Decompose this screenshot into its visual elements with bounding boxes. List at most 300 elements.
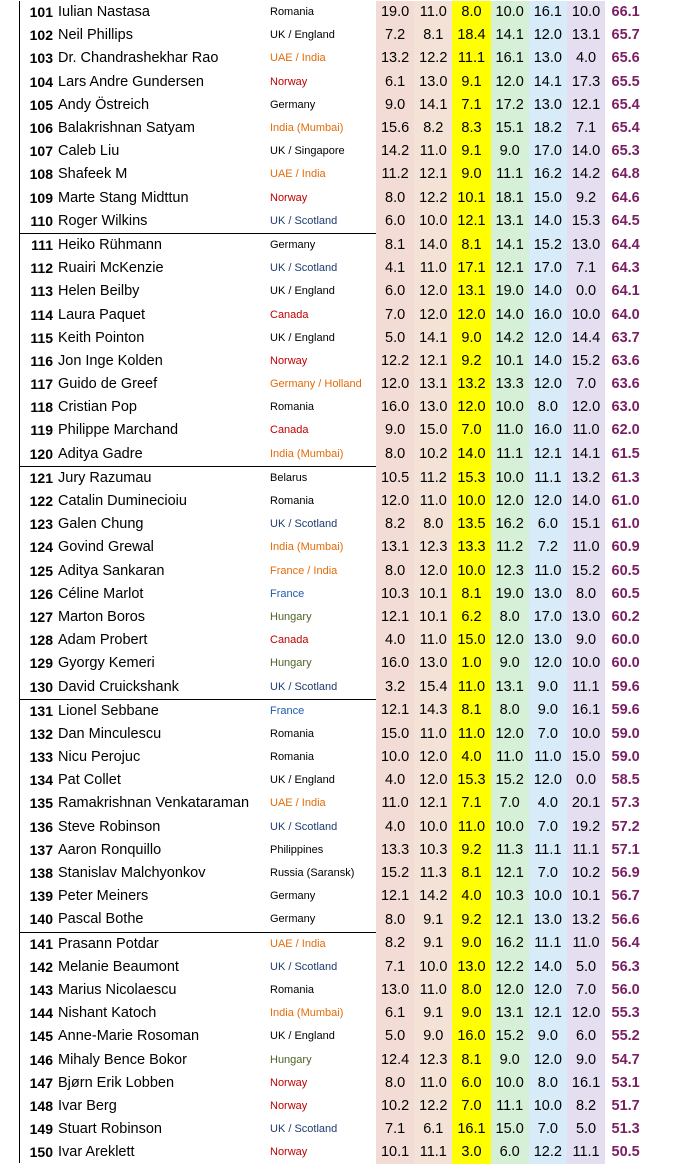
score-cell: 10.0	[414, 210, 452, 234]
country-cell: UK / Scotland	[268, 210, 376, 234]
name-cell: Aaron Ronquillo	[58, 841, 162, 858]
score-cell: 19.2	[567, 816, 605, 839]
score-cell: 11.0	[491, 746, 529, 769]
table-row	[19, 862, 646, 885]
total-cell: 60.0	[611, 655, 640, 672]
score-cell: 14.0	[414, 233, 452, 257]
score-cell: 11.0	[452, 816, 490, 839]
score-cell: 12.2	[414, 47, 452, 70]
table-row	[19, 1, 646, 24]
score-cell: 11.3	[414, 862, 452, 885]
table-row	[19, 419, 646, 442]
score-cell: 9.2	[452, 839, 490, 862]
score-cell: 15.0	[376, 723, 414, 746]
score-cell: 4.0	[376, 769, 414, 792]
score-cell: 16.0	[529, 303, 567, 326]
score-cell: 13.1	[491, 1002, 529, 1025]
table-row	[19, 233, 646, 257]
score-cell: 14.1	[414, 94, 452, 117]
country-cell: Germany	[268, 908, 376, 932]
total-cell: 64.3	[611, 260, 640, 277]
total-cell: 65.6	[611, 50, 640, 67]
score-cell: 14.0	[452, 443, 490, 467]
table-row	[19, 885, 646, 908]
score-cell: 13.0	[376, 979, 414, 1002]
name-cell: Pat Collet	[58, 772, 121, 789]
country-cell: Canada	[270, 424, 309, 437]
name-cell: Ruairi McKenzie	[58, 260, 164, 277]
score-cell: 15.0	[452, 629, 490, 652]
total-cell: 51.7	[611, 1097, 640, 1114]
rank-cell: 106	[29, 120, 53, 137]
score-cell: 8.0	[376, 560, 414, 583]
score-cell: 10.0	[491, 466, 529, 490]
rank-cell: 137	[29, 841, 53, 858]
country-cell: Hungary	[270, 657, 312, 670]
table-row	[19, 257, 646, 280]
table-row	[19, 816, 646, 839]
total-cell: 51.3	[611, 1121, 640, 1138]
name-cell: Céline Marlot	[58, 585, 144, 602]
name-cell: Mihaly Bence Bokor	[58, 1051, 187, 1068]
table-row	[19, 373, 646, 396]
rank-cell: 120	[19, 443, 56, 467]
score-cell: 12.0	[491, 723, 529, 746]
score-cell: 14.2	[376, 140, 414, 163]
score-cell: 13.5	[452, 513, 490, 536]
score-cell: 12.0	[491, 979, 529, 1002]
score-cell: 9.1	[414, 1002, 452, 1025]
score-cell: 4.0	[529, 792, 567, 815]
country-cell: UK / Singapore	[270, 145, 345, 158]
score-cell: 15.3	[452, 466, 490, 490]
country-cell: Russia (Saransk)	[270, 867, 355, 880]
score-cell: 10.0	[529, 1095, 567, 1118]
score-cell: 10.1	[452, 187, 490, 210]
name-cell: Ivar Berg	[58, 1097, 117, 1114]
country-cell: UK / England	[270, 774, 335, 787]
rank-cell: 141	[29, 935, 53, 952]
table-row	[19, 1118, 646, 1141]
table-row	[19, 675, 646, 699]
score-cell: 7.0	[491, 792, 529, 815]
score-cell: 8.2	[376, 513, 414, 536]
score-cell: 10.0	[491, 816, 529, 839]
score-cell: 9.0	[491, 652, 529, 675]
score-cell: 14.2	[491, 327, 529, 350]
score-cell: 15.0	[414, 419, 452, 442]
score-cell: 12.3	[414, 536, 452, 559]
ranking-table-body	[19, 1, 646, 1164]
table-row	[19, 163, 646, 186]
name-cell: Philippe Marchand	[58, 422, 179, 439]
name-cell: Catalin Duminecioiu	[58, 493, 187, 510]
score-cell: 11.0	[414, 257, 452, 280]
country-cell: Romania	[270, 983, 315, 996]
score-cell: 11.1	[491, 163, 529, 186]
table-row	[19, 908, 646, 932]
rank-cell: 130	[19, 675, 56, 699]
score-cell: 8.0	[376, 908, 414, 932]
score-cell: 14.0	[529, 956, 567, 979]
score-cell: 13.0	[529, 629, 567, 652]
rank-cell: 129	[29, 655, 53, 672]
score-cell: 1.0	[452, 652, 490, 675]
table-row	[19, 652, 646, 675]
score-cell: 12.1	[567, 94, 605, 117]
score-cell: 6.1	[376, 1002, 414, 1025]
score-cell: 11.0	[414, 140, 452, 163]
rank-cell: 147	[29, 1074, 53, 1091]
country-cell: Norway	[270, 1146, 308, 1159]
score-cell: 9.0	[567, 1048, 605, 1071]
score-cell: 10.1	[414, 583, 452, 606]
total-cell: 64.8	[611, 166, 640, 183]
score-cell: 7.0	[567, 373, 605, 396]
rank-cell: 124	[29, 539, 53, 556]
total-cell: 65.4	[611, 96, 640, 113]
name-cell: Heiko Rühmann	[58, 236, 162, 253]
score-cell: 8.1	[452, 862, 490, 885]
score-cell: 12.2	[529, 1141, 567, 1164]
score-cell: 12.0	[414, 769, 452, 792]
score-cell: 16.1	[567, 1072, 605, 1095]
name-cell: Laura Paquet	[58, 306, 146, 323]
score-cell: 9.0	[529, 1025, 567, 1048]
score-cell: 8.1	[452, 583, 490, 606]
score-cell: 16.0	[529, 419, 567, 442]
rank-cell: 139	[29, 888, 53, 905]
table-row	[19, 327, 646, 350]
country-cell: UK / Scotland	[268, 675, 376, 699]
score-cell: 10.0	[414, 816, 452, 839]
score-cell: 11.2	[414, 466, 452, 490]
country-cell: Belarus	[270, 471, 308, 484]
name-cell: Jury Razumau	[58, 469, 152, 486]
score-cell: 16.1	[491, 47, 529, 70]
country-cell: Norway	[270, 75, 308, 88]
rank-cell: 138	[29, 865, 53, 882]
score-cell: 9.0	[414, 1025, 452, 1048]
score-cell: 15.6	[376, 117, 414, 140]
table-row	[19, 513, 646, 536]
score-cell: 9.1	[414, 908, 452, 932]
score-cell: 16.1	[567, 699, 605, 723]
country-cell: Hungary	[270, 1053, 312, 1066]
table-row	[19, 1072, 646, 1095]
score-cell: 11.0	[414, 1072, 452, 1095]
total-cell: 64.5	[611, 213, 640, 230]
table-row	[19, 187, 646, 210]
score-cell: 12.0	[452, 396, 490, 419]
score-cell: 9.0	[452, 932, 490, 956]
score-cell: 3.2	[376, 675, 414, 699]
country-cell: UAE / India	[270, 797, 326, 810]
score-cell: 15.2	[567, 350, 605, 373]
score-cell: 12.3	[414, 1048, 452, 1071]
country-cell: UK / Scotland	[270, 262, 338, 275]
rank-cell: 148	[29, 1097, 53, 1114]
score-cell: 14.0	[491, 303, 529, 326]
name-cell: Marte Stang Midttun	[58, 189, 189, 206]
score-cell: 13.1	[452, 280, 490, 303]
name-cell: David Cruickshank	[56, 675, 268, 699]
total-cell: 56.0	[611, 981, 640, 998]
score-cell: 14.0	[567, 490, 605, 513]
score-cell: 6.0	[376, 210, 414, 234]
rank-cell: 146	[29, 1051, 53, 1068]
score-cell: 6.2	[452, 606, 490, 629]
ranking-table	[19, 1, 646, 1164]
country-cell: UK / England	[270, 1030, 335, 1043]
score-cell: 14.0	[567, 140, 605, 163]
table-row	[19, 746, 646, 769]
score-cell: 11.1	[529, 466, 567, 490]
name-cell: Govind Grewal	[58, 539, 154, 556]
name-cell: Pascal Bothe	[56, 908, 268, 932]
score-cell: 12.0	[376, 373, 414, 396]
score-cell: 13.0	[529, 583, 567, 606]
country-cell: UAE / India	[270, 52, 326, 65]
score-cell: 13.2	[376, 47, 414, 70]
score-cell: 12.1	[529, 1002, 567, 1025]
table-row	[19, 792, 646, 815]
score-cell: 8.2	[414, 117, 452, 140]
score-cell: 18.2	[529, 117, 567, 140]
score-cell: 7.0	[567, 979, 605, 1002]
rank-cell: 123	[29, 516, 53, 533]
score-cell: 8.0	[491, 606, 529, 629]
score-cell: 11.1	[567, 839, 605, 862]
table-row	[19, 303, 646, 326]
country-cell: Germany / Holland	[270, 378, 362, 391]
score-cell: 16.1	[452, 1118, 490, 1141]
name-cell: Iulian Nastasa	[58, 4, 150, 21]
score-cell: 4.0	[567, 47, 605, 70]
score-cell: 7.2	[529, 536, 567, 559]
score-cell: 10.0	[414, 956, 452, 979]
country-cell: Hungary	[270, 610, 312, 623]
score-cell: 9.0	[376, 419, 414, 442]
score-cell: 7.0	[529, 1118, 567, 1141]
score-cell: 10.2	[567, 862, 605, 885]
total-cell: 61.0	[611, 493, 640, 510]
score-cell: 11.1	[567, 1141, 605, 1164]
score-cell: 11.1	[529, 839, 567, 862]
score-cell: 7.0	[529, 862, 567, 885]
score-cell: 12.4	[376, 1048, 414, 1071]
rank-cell: 132	[29, 725, 53, 742]
total-cell: 59.6	[611, 702, 640, 719]
score-cell: 8.1	[452, 699, 490, 723]
total-cell: 55.2	[611, 1028, 640, 1045]
country-cell: UAE / India	[270, 937, 326, 950]
score-cell: 8.0	[529, 1072, 567, 1095]
total-cell: 60.2	[611, 608, 640, 625]
score-cell: 12.0	[529, 1048, 567, 1071]
score-cell: 12.2	[376, 350, 414, 373]
table-row	[19, 979, 646, 1002]
score-cell: 6.0	[529, 513, 567, 536]
score-cell: 12.0	[491, 71, 529, 94]
table-row	[19, 1002, 646, 1025]
score-cell: 14.0	[529, 350, 567, 373]
rank-cell: 125	[29, 562, 53, 579]
total-cell: 65.5	[611, 73, 640, 90]
name-cell: Ivar Areklett	[58, 1144, 135, 1161]
score-cell: 15.0	[529, 187, 567, 210]
name-cell: Stanislav Malchyonkov	[58, 865, 206, 882]
total-cell: 58.5	[611, 772, 640, 789]
score-cell: 10.3	[376, 583, 414, 606]
score-cell: 14.0	[529, 280, 567, 303]
score-cell: 7.1	[376, 1118, 414, 1141]
total-cell: 53.1	[611, 1074, 640, 1091]
score-cell: 11.3	[491, 839, 529, 862]
table-row	[19, 932, 646, 956]
name-cell: Stuart Robinson	[58, 1121, 162, 1138]
rank-cell: 150	[29, 1144, 53, 1161]
rank-cell: 113	[30, 283, 53, 300]
country-cell: UK / Scotland	[270, 820, 338, 833]
score-cell: 11.0	[567, 536, 605, 559]
score-cell: 7.1	[567, 117, 605, 140]
total-cell: 60.0	[611, 632, 640, 649]
total-cell: 57.2	[611, 818, 640, 835]
score-cell: 10.1	[491, 350, 529, 373]
table-row	[19, 280, 646, 303]
country-cell: UK / England	[270, 331, 335, 344]
country-cell: Germany	[270, 98, 316, 111]
total-cell: 64.1	[611, 283, 640, 300]
total-cell: 56.7	[611, 888, 640, 905]
rank-cell: 135	[29, 795, 53, 812]
score-cell: 9.1	[414, 932, 452, 956]
name-cell: Adam Probert	[58, 632, 148, 649]
score-cell: 12.1	[376, 885, 414, 908]
score-cell: 10.0	[452, 490, 490, 513]
score-cell: 6.0	[376, 280, 414, 303]
score-cell: 12.0	[529, 327, 567, 350]
table-row	[19, 1095, 646, 1118]
score-cell: 11.1	[567, 675, 605, 699]
rank-cell: 142	[29, 958, 53, 975]
score-cell: 12.0	[491, 629, 529, 652]
rank-cell: 121	[29, 469, 53, 486]
score-cell: 10.0	[567, 1, 605, 24]
rank-cell: 101	[29, 4, 53, 21]
table-row	[19, 1025, 646, 1048]
name-cell: Galen Chung	[58, 516, 144, 533]
total-cell: 56.4	[611, 935, 640, 952]
score-cell: 12.1	[376, 606, 414, 629]
score-cell: 7.0	[452, 419, 490, 442]
total-cell: 59.6	[611, 678, 640, 695]
score-cell: 12.0	[529, 373, 567, 396]
score-cell: 7.1	[452, 792, 490, 815]
score-cell: 15.3	[567, 210, 605, 234]
table-row	[19, 94, 646, 117]
score-cell: 7.0	[452, 1095, 490, 1118]
name-cell: Shafeek M	[58, 166, 128, 183]
score-cell: 17.2	[491, 94, 529, 117]
score-cell: 12.0	[376, 490, 414, 513]
name-cell: Lionel Sebbane	[58, 702, 159, 719]
score-cell: 9.0	[529, 675, 567, 699]
score-cell: 10.0	[452, 560, 490, 583]
score-cell: 8.2	[376, 932, 414, 956]
table-row	[19, 140, 646, 163]
total-cell: 65.7	[611, 27, 640, 44]
table-row	[19, 629, 646, 652]
score-cell: 10.0	[491, 396, 529, 419]
name-cell: Cristian Pop	[58, 399, 137, 416]
score-cell: 13.1	[491, 675, 529, 699]
table-row	[19, 443, 646, 467]
score-cell: 16.2	[491, 932, 529, 956]
score-cell: 5.0	[567, 1118, 605, 1141]
country-cell: UK / Scotland	[270, 518, 338, 531]
rank-cell: 115	[30, 329, 53, 346]
score-cell: 8.0	[376, 1072, 414, 1095]
score-cell: 9.0	[452, 163, 490, 186]
score-cell: 14.1	[491, 24, 529, 47]
score-cell: 12.0	[414, 560, 452, 583]
score-cell: 12.1	[491, 862, 529, 885]
name-cell: Caleb Liu	[58, 143, 120, 160]
name-cell: Anne-Marie Rosoman	[58, 1028, 200, 1045]
total-cell: 65.4	[611, 120, 640, 137]
country-cell: Romania	[270, 401, 315, 414]
score-cell: 9.0	[529, 699, 567, 723]
name-cell: Peter Meiners	[58, 888, 149, 905]
total-cell: 65.3	[611, 143, 640, 160]
rank-cell: 107	[29, 143, 53, 160]
score-cell: 3.0	[452, 1141, 490, 1164]
score-cell: 15.1	[491, 117, 529, 140]
country-cell: Canada	[270, 308, 309, 321]
country-cell: Romania	[270, 751, 315, 764]
name-cell: Steve Robinson	[58, 818, 161, 835]
score-cell: 10.0	[567, 723, 605, 746]
score-cell: 13.1	[376, 536, 414, 559]
name-cell: Marton Boros	[58, 608, 146, 625]
score-cell: 10.1	[567, 885, 605, 908]
total-cell: 61.0	[611, 516, 640, 533]
score-cell: 8.1	[452, 1048, 490, 1071]
name-cell: Dan Minculescu	[58, 725, 162, 742]
total-cell: 56.3	[611, 958, 640, 975]
score-cell: 9.1	[452, 140, 490, 163]
total-cell: 64.6	[611, 189, 640, 206]
score-cell: 5.0	[567, 956, 605, 979]
score-cell: 7.0	[529, 816, 567, 839]
score-cell: 18.4	[452, 24, 490, 47]
score-cell: 13.0	[414, 71, 452, 94]
score-cell: 5.0	[376, 1025, 414, 1048]
rank-cell: 112	[30, 260, 53, 277]
score-cell: 5.0	[376, 327, 414, 350]
rank-cell: 119	[30, 422, 53, 439]
score-cell: 13.0	[529, 94, 567, 117]
score-cell: 8.0	[529, 396, 567, 419]
rank-cell: 110	[19, 210, 56, 234]
score-cell: 7.1	[452, 94, 490, 117]
total-cell: 60.9	[611, 539, 640, 556]
score-cell: 9.0	[376, 94, 414, 117]
score-cell: 10.0	[529, 885, 567, 908]
name-cell: Aditya Gadre	[56, 443, 268, 467]
